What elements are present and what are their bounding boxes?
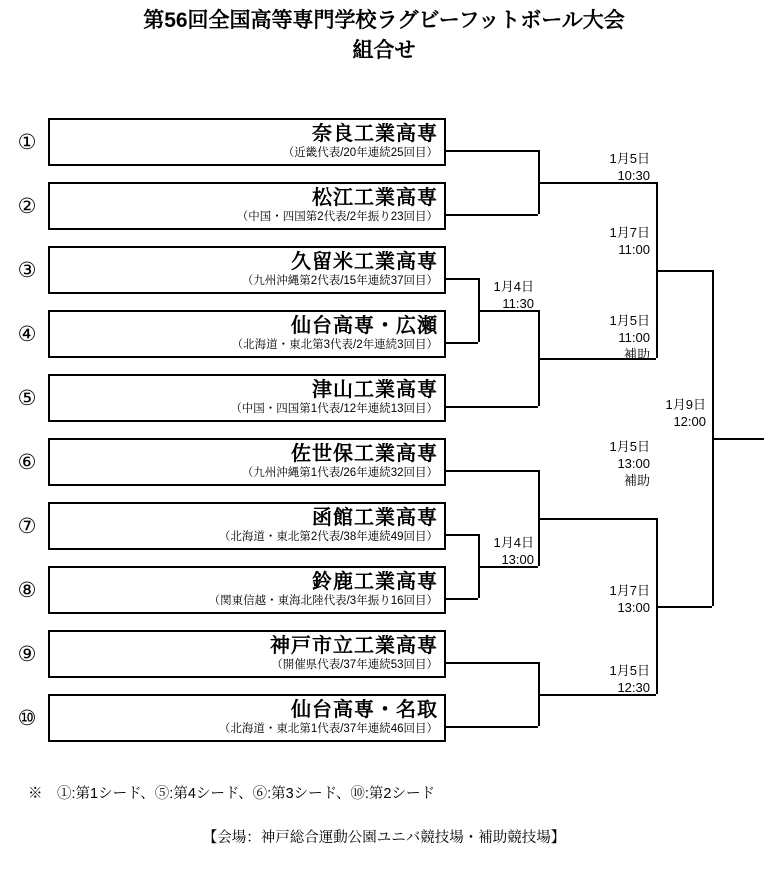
seed-number-6: ⑥ [17,451,37,474]
match-label-m-lower-qf [570,438,650,489]
team-name: 鈴鹿工業高専 [312,571,438,593]
page-title [0,6,768,66]
team-detail: （開催県代表/37年連続53回目） [271,659,438,671]
seed-note: ※ ①:第1シード、⑤:第4シード、⑥:第3シード、⑩:第2シード [28,786,435,802]
team-detail: （九州沖縄第2代表/15年連続37回目） [241,275,438,287]
team-detail: （九州沖縄第1代表/26年連続32回目） [241,467,438,479]
connector-team5 [446,406,538,408]
match-time: 11:00 [618,242,650,257]
match-label-m-9-10 [570,662,650,696]
team-name: 津山工業高専 [312,379,438,401]
team-detail: （中国・四国第1代表/12年連続13回目） [230,403,438,415]
team-box-2 [48,182,446,230]
team-detail: （関東信越・東海北陸代表/3年振り16回目） [208,595,438,607]
connector-team3 [446,278,478,280]
match-time: 13:00 [617,600,650,615]
match-time: 12:30 [617,680,650,695]
team-box-7 [48,502,446,550]
seed-number-1: ① [17,131,37,154]
match-label-m-final [650,396,706,430]
match-date: 1月5日 [609,439,650,454]
match-label-m-upper-qf [570,312,650,363]
connector-team8 [446,598,478,600]
connector-team2 [446,214,538,216]
team-box-6 [48,438,446,486]
team-name: 奈良工業高専 [312,123,438,145]
seed-number-10: ⑩ [17,707,37,730]
team-name: 函館工業高専 [312,507,438,529]
team-detail: （北海道・東北第3代表/2年連続3回目） [231,339,438,351]
connector-team10 [446,726,538,728]
team-box-4 [48,310,446,358]
seed-number-7: ⑦ [17,515,37,538]
team-box-9 [48,630,446,678]
connector-out-upper-semifinal [656,270,712,272]
seed-number-4: ④ [17,323,37,346]
team-box-10 [48,694,446,742]
team-detail: （北海道・東北第2代表/38年連続49回目） [218,531,438,543]
match-label-m-upper-sf [596,224,650,258]
match-date: 1月9日 [665,397,706,412]
match-venue: 補助 [623,473,650,488]
team-name: 仙台高専・名取 [291,699,438,721]
title-line-2: 組合せ [352,39,416,62]
match-label-m-1-2 [570,150,650,184]
match-time: 11:30 [502,296,534,311]
seed-number-8: ⑧ [17,579,37,602]
team-box-1 [48,118,446,166]
team-box-8 [48,566,446,614]
match-date: 1月5日 [609,151,650,166]
connector-team4 [446,342,478,344]
team-name: 松江工業高専 [312,187,438,209]
team-box-3 [48,246,446,294]
connector-team9 [446,662,538,664]
connector-team7 [446,534,478,536]
match-time: 11:00 [618,330,650,345]
match-time: 12:00 [673,414,706,429]
match-label-m-lower-sf [596,582,650,616]
seed-number-5: ⑤ [17,387,37,410]
seed-number-9: ⑨ [17,643,37,666]
seed-number-2: ② [17,195,37,218]
match-date: 1月4日 [493,535,534,550]
connector-champion [712,438,764,440]
match-time: 13:00 [501,552,534,567]
team-name: 久留米工業高専 [291,251,438,273]
match-venue: 補助 [623,347,650,362]
connector-out-6-78 [538,518,656,520]
team-box-5 [48,374,446,422]
connector-out-lower-semifinal [656,606,712,608]
team-detail: （中国・四国第2代表/2年振り23回目） [236,211,438,223]
match-date: 1月4日 [493,279,534,294]
match-time: 10:30 [617,168,650,183]
match-label-m-7-8 [478,534,534,568]
tournament-bracket [0,110,768,760]
team-detail: （近畿代表/20年連続25回目） [282,147,438,159]
match-label-m-3-4 [478,278,534,312]
team-name: 神戸市立工業高専 [270,635,438,657]
match-date: 1月7日 [609,225,650,240]
match-time: 13:00 [617,456,650,471]
team-detail: （北海道・東北第1代表/37年連続46回目） [218,723,438,735]
match-date: 1月5日 [609,663,650,678]
match-date: 1月7日 [609,583,650,598]
connector-team1 [446,150,538,152]
connector-team6 [446,470,538,472]
team-name: 仙台高専・広瀬 [291,315,438,337]
seed-number-3: ③ [17,259,37,282]
team-name: 佐世保工業高専 [291,443,438,465]
title-line-1: 第56回全国高等専門学校ラグビーフットボール大会 [143,9,625,32]
venue-note: 【会場：神戸総合運動公園ユニバ競技場・補助競技場】 [202,830,566,846]
match-date: 1月5日 [609,313,650,328]
